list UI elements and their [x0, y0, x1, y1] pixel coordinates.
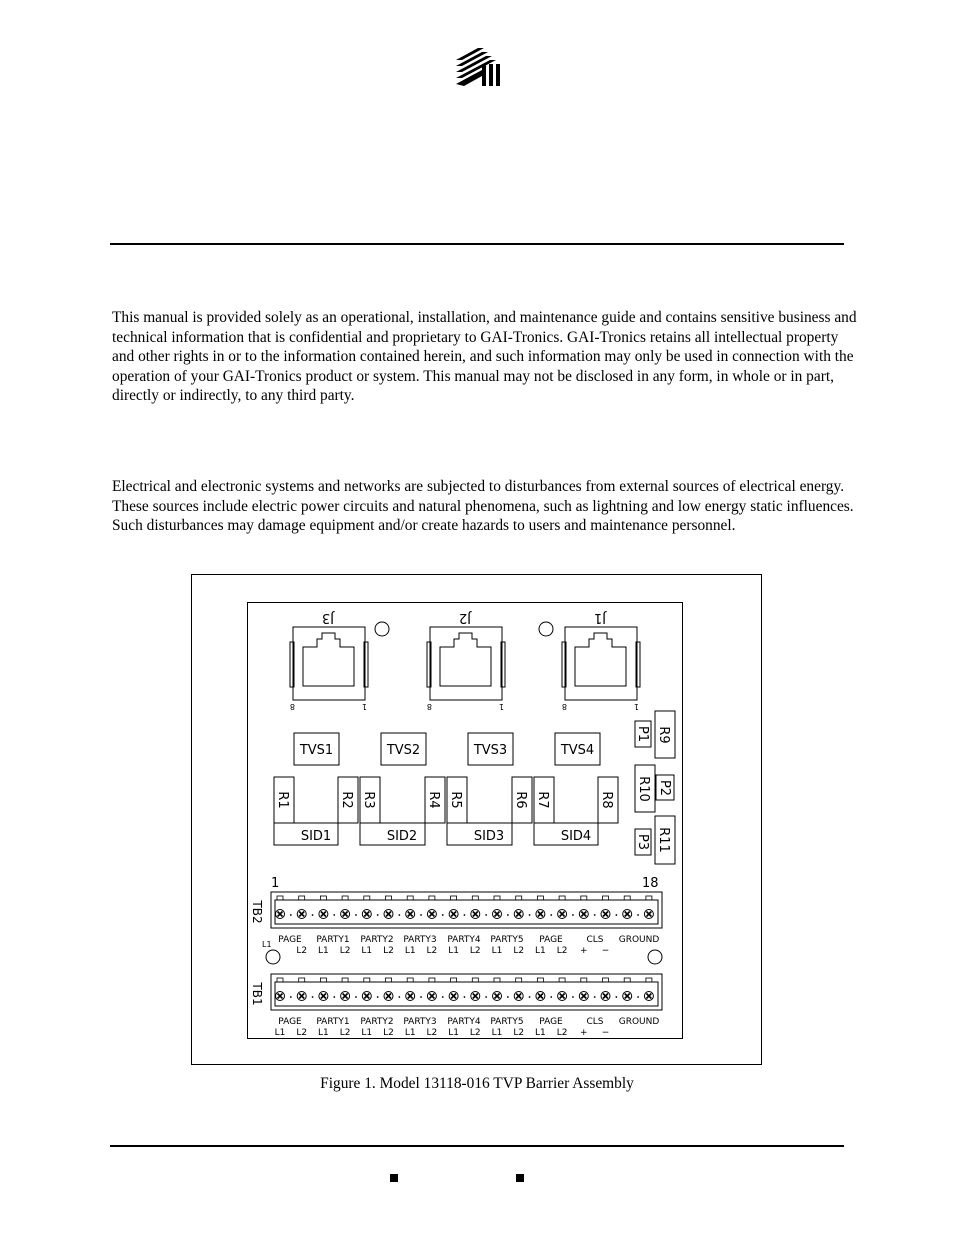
group-label: CLS [586, 935, 604, 945]
terminal-screw [471, 896, 487, 919]
pin-label: L2 [469, 1028, 481, 1038]
part-p3 [635, 829, 651, 855]
part-label: P1 [635, 725, 650, 743]
group-label: PAGE [278, 1017, 302, 1027]
pin-label: L1 [274, 1028, 286, 1038]
resistor-r6 [512, 777, 532, 823]
sid-label: SID2 [386, 829, 418, 844]
resistor-label: R8 [599, 791, 614, 809]
jack-pin-label: 1 [498, 702, 504, 711]
terminal-screw [493, 978, 509, 1001]
terminal-screw [644, 978, 653, 1001]
tb2-group-labels [278, 935, 659, 945]
mounting-hole [375, 622, 389, 636]
part-p1 [635, 721, 651, 747]
terminal-screw [406, 896, 422, 919]
terminal-screw [319, 896, 335, 919]
terminal-screw [558, 978, 574, 1001]
terminal-screw [297, 978, 313, 1001]
terminal-screw [276, 896, 292, 919]
pin-label: L2 [426, 946, 438, 956]
terminal-screw [297, 896, 313, 919]
pin-label: L1 [404, 1028, 416, 1038]
resistor-r7 [534, 777, 554, 823]
pin-label: − [601, 1028, 610, 1038]
mounting-hole [648, 950, 662, 964]
part-r9 [655, 711, 675, 758]
gai-tronics-logo [452, 46, 504, 92]
pin-label: L1 [448, 1028, 459, 1038]
confidentiality-paragraph: This manual is provided solely as an operational, installation, and maintenance guide and contains sensitive business and technical information that is confidential and proprietary to GAI-Tronics. GAI-Tronics retains all intellectual property and other rights in or to the information contained herein, and such information may only be used in connection with the operation of your GAI-Tronics product or system. This manual may not be disclosed in any form, in whole or in part, directly or indirectly, to any third party. [112, 309, 857, 405]
jack-pin-label: 8 [426, 702, 432, 711]
sid-label: SID4 [560, 829, 592, 844]
group-label: PAGE [539, 1017, 563, 1027]
pin-label: L2 [556, 946, 568, 956]
tb2-first-pin: 1 [271, 876, 280, 891]
terminal-screw [362, 978, 378, 1001]
tvs-label: TVS1 [299, 743, 334, 758]
tb1-group-labels [278, 1017, 659, 1027]
terminal-screw [579, 896, 595, 919]
tvs1 [294, 733, 339, 765]
resistor-r2 [338, 777, 358, 823]
jack-j2 [427, 610, 505, 711]
part-label: P3 [635, 833, 650, 851]
jack-pin-label: 1 [633, 702, 639, 711]
surge-paragraph: Electrical and electronic systems and networks are subjected to disturbances from external sources of electrical energy. These sources include electric power circuits and natural phenomena, such as lightning and low energy static influences. Such disturbances may damage equipment and/or create hazards to users and maintenance personnel. [112, 478, 854, 535]
terminal-screw [601, 978, 617, 1001]
resistor-r8 [598, 777, 618, 823]
group-label: PARTY4 [447, 935, 481, 945]
resistor-label: R1 [275, 791, 290, 809]
resistor-label: R5 [448, 791, 463, 809]
terminal-screw [601, 896, 617, 919]
pin-label: L1 [361, 1028, 373, 1038]
pin-label: L1 [361, 946, 373, 956]
sid2 [360, 823, 425, 845]
terminal-screw [427, 896, 443, 919]
header-rule [110, 243, 844, 245]
pin-label: L1 [404, 946, 416, 956]
terminal-screw [558, 896, 574, 919]
pin-label: − [601, 946, 610, 956]
tb1-terminals [276, 978, 654, 1001]
tvs3 [468, 733, 513, 765]
group-label: GROUND [618, 1017, 660, 1027]
group-label: PARTY2 [360, 1017, 394, 1027]
tb2-label: TB2 [250, 900, 264, 924]
resistor-label: R2 [339, 791, 354, 809]
pin-label: L1 [448, 946, 459, 956]
pin-label: + [580, 946, 588, 956]
terminal-screw [276, 978, 292, 1001]
resistor-label: R4 [426, 791, 441, 809]
terminal-screw [644, 896, 653, 919]
part-label: P2 [657, 779, 672, 797]
terminal-screw [514, 896, 530, 919]
terminal-block-tb1 [250, 974, 662, 1038]
pin-label: L2 [469, 946, 481, 956]
pin-label: L2 [296, 1028, 308, 1038]
figure-caption: Figure 1. Model 13118-016 TVP Barrier Assembly [320, 1075, 634, 1092]
tvs2 [381, 733, 426, 765]
sid3 [447, 823, 512, 845]
terminal-screw [384, 978, 400, 1001]
jack-j3 [290, 610, 368, 711]
part-label: R10 [636, 776, 651, 802]
pin-label: + [580, 1028, 588, 1038]
part-r11 [655, 816, 675, 864]
group-label: PARTY1 [316, 935, 350, 945]
terminal-screw [406, 978, 422, 1001]
group-label: PARTY1 [316, 1017, 350, 1027]
pin-label: L1 [491, 946, 503, 956]
pin-label: L2 [426, 1028, 438, 1038]
footer-bullet [516, 1174, 524, 1182]
pin-label: L1 [535, 1028, 546, 1038]
pin-label: L2 [296, 946, 308, 956]
terminal-screw [449, 978, 465, 1001]
tvs4 [555, 733, 600, 765]
mounting-hole [266, 950, 280, 964]
terminal-screw [341, 978, 357, 1001]
pin-label: L1 [535, 946, 546, 956]
group-label: GROUND [618, 935, 660, 945]
tvs-label: TVS4 [560, 743, 595, 758]
jack-label: J3 [321, 610, 335, 625]
tb2-pin-labels [296, 946, 609, 956]
terminal-screw [341, 896, 357, 919]
terminal-screw [536, 896, 552, 919]
sid4 [534, 823, 598, 845]
resistor-label: R7 [535, 791, 550, 809]
group-label: PARTY5 [490, 935, 524, 945]
terminal-screw [427, 978, 443, 1001]
pin-label: L2 [513, 946, 525, 956]
footer-rule [110, 1145, 844, 1147]
pin-label: L2 [383, 946, 394, 956]
terminal-screw [362, 896, 378, 919]
part-r10 [635, 765, 655, 812]
terminal-screw [514, 978, 530, 1001]
terminal-screw [493, 896, 509, 919]
terminal-screw [623, 896, 639, 919]
tb2-last-pin: 18 [642, 876, 659, 891]
terminal-screw [536, 978, 552, 1001]
terminal-screw [471, 978, 487, 1001]
jack-j1 [562, 610, 640, 711]
group-label: PARTY5 [490, 1017, 524, 1027]
pin-label: L2 [383, 1028, 394, 1038]
pin-label: L1 [318, 946, 329, 956]
pin-label: L2 [339, 946, 351, 956]
terminal-screw [579, 978, 595, 1001]
pin-label: L1 [318, 1028, 329, 1038]
terminal-screw [384, 896, 400, 919]
jack-label: J1 [593, 610, 607, 625]
tvp-barrier-board-diagram [247, 602, 683, 1039]
tvs-label: TVS2 [386, 743, 421, 758]
mounting-hole [539, 622, 553, 636]
group-label: PARTY3 [403, 935, 437, 945]
pin-label: L2 [513, 1028, 525, 1038]
jack-pin-label: 1 [361, 702, 367, 711]
jack-pin-label: 8 [561, 702, 567, 711]
sid-label: SID1 [300, 829, 332, 844]
resistor-r5 [447, 777, 467, 823]
part-label: R9 [656, 726, 671, 744]
resistor-label: R3 [361, 791, 376, 809]
tvs-label: TVS3 [473, 743, 508, 758]
tb1-label: TB1 [250, 982, 264, 1006]
group-label: PARTY4 [447, 1017, 481, 1027]
tb1-pin-labels [275, 1028, 610, 1038]
resistor-label: R6 [513, 791, 528, 809]
sid1 [274, 823, 338, 845]
terminal-block-tb2 [250, 876, 662, 956]
footer-bullet [390, 1174, 398, 1182]
terminal-screw [449, 896, 465, 919]
sid-label: SID3 [473, 829, 505, 844]
pin-label: L2 [556, 1028, 568, 1038]
terminal-screw [623, 978, 639, 1001]
group-label: PAGE [539, 935, 563, 945]
pin-label: L2 [339, 1028, 351, 1038]
tb2-terminals [276, 896, 654, 919]
pin-label: L1 [491, 1028, 503, 1038]
part-p2 [656, 775, 674, 800]
tb2-corner-label: L1 [262, 940, 272, 949]
group-label: PAGE [278, 935, 302, 945]
group-label: CLS [586, 1017, 604, 1027]
group-label: PARTY2 [360, 935, 394, 945]
resistor-r4 [425, 777, 445, 823]
resistor-r1 [274, 777, 294, 823]
part-label: R11 [656, 827, 671, 853]
jack-pin-label: 8 [289, 702, 295, 711]
group-label: PARTY3 [403, 1017, 437, 1027]
terminal-screw [319, 978, 335, 1001]
jack-label: J2 [458, 610, 472, 625]
resistor-r3 [360, 777, 380, 823]
